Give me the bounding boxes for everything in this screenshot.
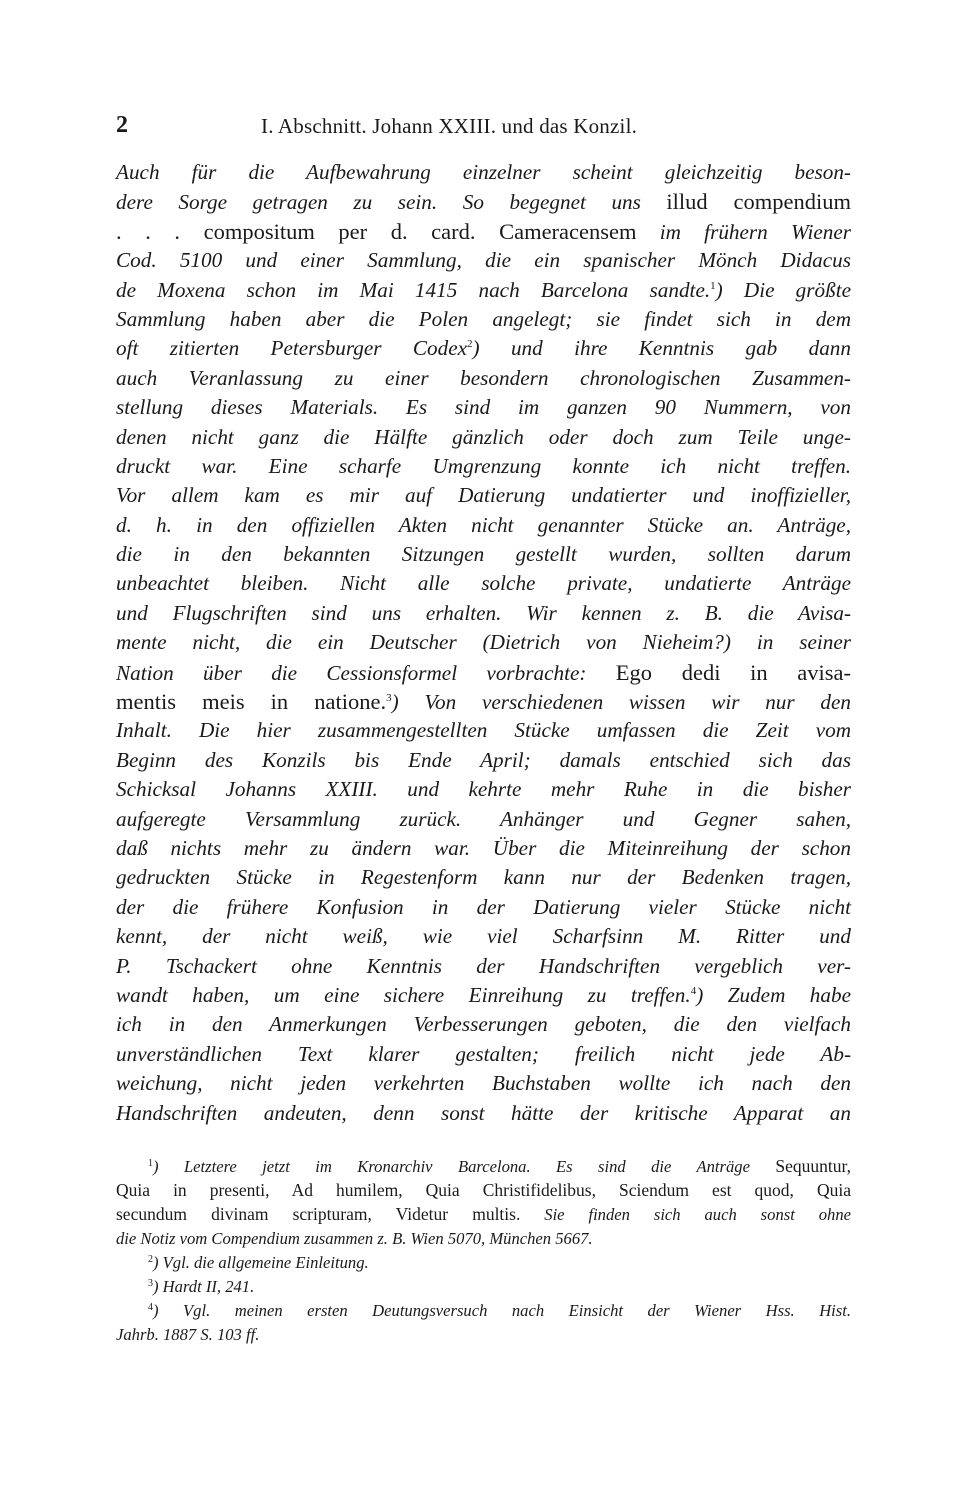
text-line: Cod. 5100 und einer Sammlung, die ein spanischer Mönch Didacus bbox=[116, 248, 851, 273]
footnote-mark: 2 bbox=[148, 1253, 153, 1265]
text-line: aufgeregte Versammlung zurück. Anhänger und Gegner sahen, bbox=[116, 806, 851, 831]
footnote-mark: 1 bbox=[148, 1158, 153, 1169]
footnote-3: $^3$) Hardt II, 241. bbox=[148, 1276, 255, 1296]
text-line: druckt war. Eine scharfe Umgrenzung konnte ich nicht treffen. bbox=[116, 453, 851, 478]
text-line: der die frühere Konfusion in der Datierung vieler Stücke nicht bbox=[116, 894, 851, 919]
footnote-2: $^2$) Vgl. die allgemeine Einleitung. bbox=[148, 1252, 369, 1272]
footnote-ref: 2 bbox=[467, 338, 473, 351]
text-line: Handschriften andeuten, denn sonst hätte der kritische Apparat an bbox=[116, 1100, 851, 1125]
body-text bbox=[116, 158, 851, 1128]
text-line: unverständlichen Text klarer gestalten; freilich nicht jede Ab- bbox=[116, 1041, 851, 1066]
text-line: Nation über die Cessionsformel vorbrachte: Ego dedi in avisa- bbox=[116, 659, 852, 685]
text-line: . . . compositum per d. card. Cameracensem im frühern Wiener bbox=[116, 218, 852, 244]
latin-quote: mentis meis in natione. bbox=[116, 689, 387, 715]
footnotes bbox=[116, 1154, 851, 1348]
text-line: kennt, der nicht weiß, wie viel Scharfsinn M. Ritter und bbox=[116, 924, 851, 949]
latin-quote: . . . compositum per d. card. Cameracensem bbox=[116, 218, 637, 244]
text-line: dere Sorge getragen zu sein. So begegnet uns illud compendium bbox=[116, 189, 851, 215]
text-line: Sammlung haben aber die Polen angelegt; sie findet sich in dem bbox=[116, 306, 851, 331]
text-line: unbeachtet bleiben. Nicht alle solche private, undatierte Anträge bbox=[116, 571, 851, 596]
latin-quote: illud compendium bbox=[666, 189, 851, 215]
text-line: ich in den Anmerkungen Verbesserungen geboten, die den vielfach bbox=[116, 1012, 851, 1037]
text-line: Beginn des Konzils bis Ende April; damals entschied sich das bbox=[116, 747, 851, 772]
text-line: auch Veranlassung zu einer besondern chronologischen Zusammen- bbox=[116, 365, 851, 390]
footnote-1: $^1$) Letztere jetzt im Kronarchiv Barcelona. Es sind die Anträge Sequuntur, bbox=[148, 1156, 851, 1176]
footnote-4: $^4$) Vgl. meinen ersten Deutungsversuch nach Einsicht der Wiener Hss. Hist. bbox=[148, 1301, 851, 1321]
footnote-mark: 3 bbox=[148, 1277, 153, 1289]
text-line: die in den bekannten Sitzungen gestellt wurden, sollten darum bbox=[116, 542, 851, 567]
running-title: I. Abschnitt. Johann XXIII. und das Konzil. bbox=[261, 114, 638, 138]
text-line: Inhalt. Die hier zusammengestellten Stücke umfassen die Zeit vom bbox=[116, 718, 851, 743]
text-line: gedruckten Stücke in Regestenform kann nur der Bedenken tragen, bbox=[116, 865, 851, 890]
footnote-mark: 4 bbox=[148, 1302, 153, 1314]
latin-quote: Ego dedi in avisa- bbox=[615, 659, 852, 685]
text-line: Auch für die Aufbewahrung einzelner scheint gleichzeitig beson- bbox=[116, 160, 851, 184]
text-line: denen nicht ganz die Hälfte gänzlich oder doch zum Teile unge- bbox=[116, 424, 851, 449]
footnote-ref: 1 bbox=[710, 279, 716, 292]
text-line: P. Tschackert ohne Kenntnis der Handschriften vergeblich ver- bbox=[116, 953, 851, 978]
text-line: weichung, nicht jeden verkehrten Buchstaben wollte ich nach den bbox=[116, 1071, 851, 1096]
text-line: mente nicht, die ein Deutscher (Dietrich von Nieheim?) in seiner bbox=[116, 630, 851, 655]
page-number: 2 bbox=[116, 112, 128, 138]
footnote-ref: 3 bbox=[386, 692, 392, 705]
text-line: de Moxena schon im Mai 1415 nach Barcelona sandte.$^1$) Die größte bbox=[116, 277, 851, 302]
footnote-1-cont: secundum divinam scripturam, Videtur multis. Sie finden sich auch sonst ohne bbox=[116, 1204, 851, 1225]
text-line: daß nichts mehr zu ändern war. Über die Miteinreihung der schon bbox=[116, 835, 851, 860]
text-line: stellung dieses Materials. Es sind im ganzen 90 Nummern, von bbox=[116, 395, 851, 420]
running-head bbox=[116, 112, 851, 142]
text-line: d. h. in den offiziellen Akten nicht genannter Stücke an. Anträge, bbox=[116, 512, 851, 537]
footnote-4-cont: Jahrb. 1887 S. 103 ff. bbox=[116, 1325, 260, 1345]
text-line: Vor allem kam es mir auf Datierung undatierter und inoffizieller, bbox=[116, 483, 851, 508]
footnote-1-cont: die Notiz vom Compendium zusammen z. B. Wien 5070, München 5667. bbox=[116, 1228, 593, 1248]
text-line: und Flugschriften sind uns erhalten. Wir kennen z. B. die Avisa- bbox=[116, 600, 851, 625]
footnote-1-cont: Quia in presenti, Ad humilem, Quia Christifidelibus, Sciendum est quod, Quia bbox=[116, 1180, 851, 1201]
text-line: oft zitierten Petersburger Codex$^2$) und ihre Kenntnis gab dann bbox=[116, 336, 851, 361]
text-line: wandt haben, um eine sichere Einreihung zu treffen.$^4$) Zudem habe bbox=[116, 982, 851, 1007]
text-line: mentis meis in natione.$^3$) Von verschiedenen wissen wir nur den bbox=[116, 689, 852, 715]
text-line: Schicksal Johanns XXIII. und kehrte mehr Ruhe in die bisher bbox=[116, 777, 851, 802]
footnote-ref: 4 bbox=[690, 984, 697, 997]
